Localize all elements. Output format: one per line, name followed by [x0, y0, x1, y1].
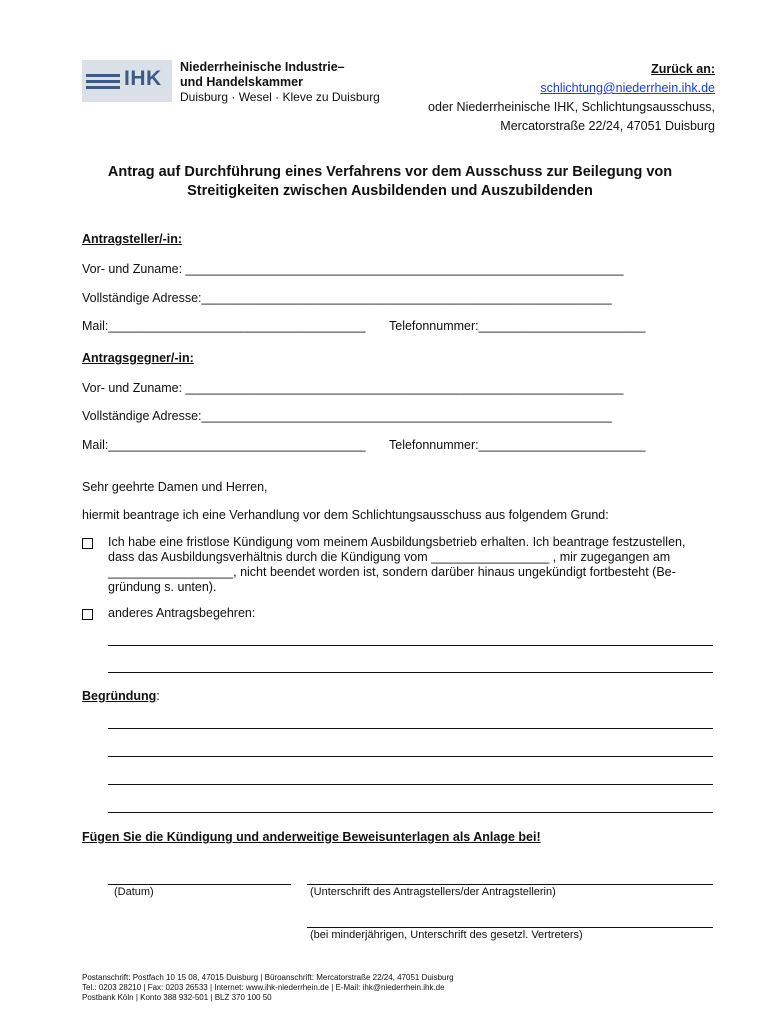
chamber-line-2: und Handelskammer: [180, 75, 303, 89]
reason-heading-label: Begründung: [82, 689, 157, 703]
date-line[interactable]: [108, 884, 291, 885]
intro-text: hiermit beantrage ich eine Verhandlung vor dem Schlichtungsausschuss aus folgendem Grund:: [82, 508, 609, 522]
footer-line-3: Postbank Köln | Konto 388 932-501 | BLZ 370 100 50: [82, 993, 272, 1002]
attachment-notice: Fügen Sie die Kündigung und anderweitige Beweisunterlagen als Anlage bei!: [82, 830, 541, 844]
footer-line-1: Postanschrift: Postfach 10 15 08, 47015 Duisburg | Büroanschrift: Mercatorstraße 22/24, 47051 Duisburg: [82, 973, 454, 982]
return-alt-line-2: Mercatorstraße 22/24, 47051 Duisburg: [500, 119, 715, 133]
logo-text: IHK: [124, 67, 162, 90]
respondent-address-field[interactable]: Vollständige Adresse:___________________________________________________________: [82, 409, 612, 423]
option-2-checkbox[interactable]: [82, 609, 93, 620]
chamber-line-3: Duisburg · Wesel · Kleve zu Duisburg: [180, 90, 380, 104]
applicant-address-field[interactable]: Vollständige Adresse:___________________________________________________________: [82, 291, 612, 305]
applicant-phone-field[interactable]: Telefonnummer:________________________: [389, 319, 646, 333]
respondent-phone-field[interactable]: Telefonnummer:________________________: [389, 438, 646, 452]
document-title: [70, 163, 710, 201]
footer: [82, 973, 454, 1003]
title-line-2: Streitigkeiten zwischen Ausbildenden und Auszubildenden: [187, 183, 593, 199]
applicant-mail-field[interactable]: Mail:_____________________________________: [82, 319, 366, 333]
ihk-logo: [82, 60, 172, 102]
option-1-line-4: gründung s. unten).: [108, 580, 217, 594]
return-email-link[interactable]: schlichtung@niederrhein.ihk.de: [540, 81, 715, 95]
date-label: (Datum): [114, 886, 154, 898]
option-2-label: anderes Antragsbegehren:: [108, 606, 256, 620]
reason-line[interactable]: [108, 728, 713, 729]
guardian-signature-line[interactable]: [307, 927, 713, 928]
option-2-line[interactable]: [108, 672, 713, 673]
option-1-line-3: __________________, nicht beendet worden ist, sondern darüber hinaus ungekündigt fortbesteht (Be-: [108, 565, 676, 579]
reason-line[interactable]: [108, 756, 713, 757]
respondent-mail-field[interactable]: Mail:_____________________________________: [82, 438, 366, 452]
logo-stripe: [86, 74, 120, 77]
respondent-heading: Antragsgegner/-in:: [82, 351, 194, 365]
applicant-heading: Antragsteller/-in:: [82, 232, 183, 246]
salutation: Sehr geehrte Damen und Herren,: [82, 480, 268, 494]
logo-stripe: [86, 80, 120, 83]
return-address: [428, 60, 715, 136]
return-label: Zurück an:: [651, 62, 715, 76]
logo-stripe: [86, 86, 120, 89]
option-1-checkbox[interactable]: [82, 538, 93, 549]
reason-heading-colon: :: [156, 689, 160, 703]
option-1-line-1: Ich habe eine fristlose Kündigung vom meinem Ausbildungsbetrieb erhalten. Ich beantrage festzustellen,: [108, 535, 686, 549]
chamber-line-1: Niederrheinische Industrie–: [180, 60, 345, 74]
reason-heading: [82, 689, 160, 703]
applicant-name-field[interactable]: Vor- und Zuname: _______________________________________________________________: [82, 262, 624, 276]
respondent-name-field[interactable]: Vor- und Zuname: _______________________________________________________________: [82, 381, 624, 395]
signature-line[interactable]: [307, 884, 713, 885]
applicant-signature-label: (Unterschrift des Antragstellers/der Antragstellerin): [310, 886, 556, 898]
return-alt-line-1: oder Niederrheinische IHK, Schlichtungsausschuss,: [428, 100, 715, 114]
option-2-line[interactable]: [108, 645, 713, 646]
option-1-line-2: dass das Ausbildungsverhältnis durch die Kündigung vom _________________ , mir zugegangen am: [108, 550, 671, 564]
reason-line[interactable]: [108, 784, 713, 785]
title-line-1: Antrag auf Durchführung eines Verfahrens vor dem Ausschuss zur Beilegung von: [107, 164, 673, 180]
option-1-text: [108, 535, 685, 595]
guardian-signature-label: (bei minderjährigen, Unterschrift des gesetzl. Vertreters): [310, 929, 583, 941]
footer-line-2: Tel.: 0203 28210 | Fax: 0203 26533 | Internet: www.ihk-niederrhein.de | E-Mail: ihk@niederrhein.ihk.de: [82, 983, 445, 992]
chamber-name: [180, 60, 380, 105]
reason-line[interactable]: [108, 812, 713, 813]
